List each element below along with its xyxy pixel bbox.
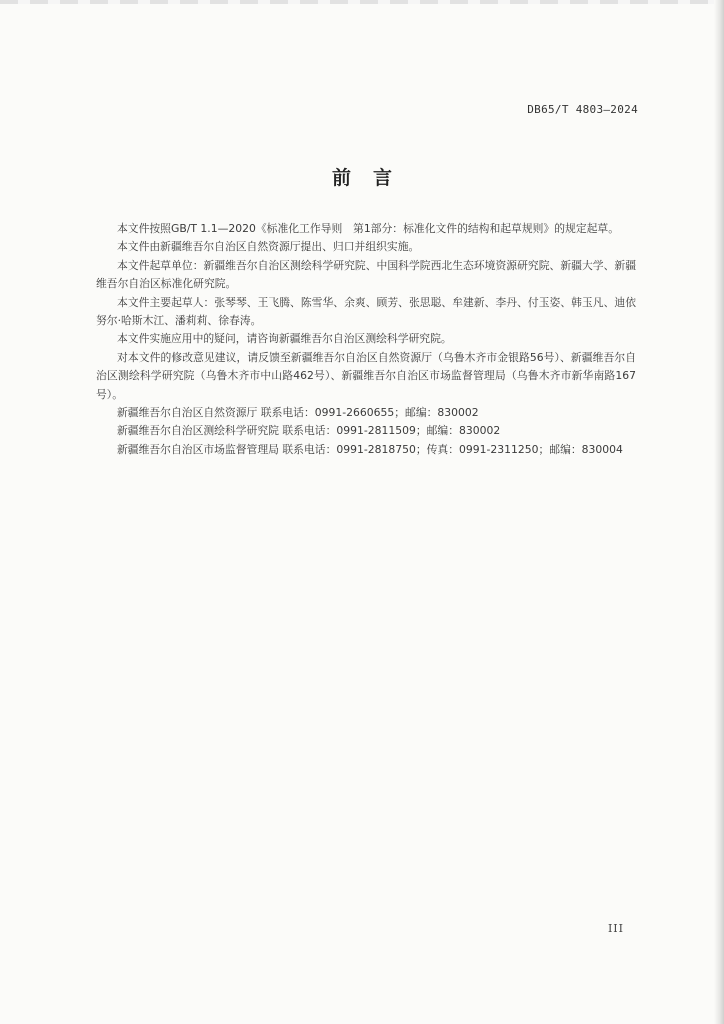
paragraph-proposer: 本文件由新疆维吾尔自治区自然资源厅提出、归口并组织实施。	[117, 240, 420, 254]
contact-market-supervision: 新疆维吾尔自治区市场监督管理局 联系电话：0991-2818750；传真：0991-2311250；邮编：830004	[117, 442, 623, 456]
paragraph-drafters: 本文件主要起草人：张琴琴、王飞腾、陈雪华、余爽、顾芳、张思聪、牟建新、李丹、付玉姿、韩玉凡、迪依努尔·哈斯木江、潘莉莉、徐春涛。	[96, 295, 636, 328]
paragraph-feedback: 对本文件的修改意见建议，请反馈至新疆维吾尔自治区自然资源厅（乌鲁木齐市金银路56号）、新疆维吾尔自治区测绘科学研究院（乌鲁木齐市中山路462号）、新疆维吾尔自治区市场监督管理局（乌鲁木齐市新华南路167号）。	[96, 350, 636, 401]
page-number: III	[607, 922, 624, 935]
scan-artifact-right-edge	[714, 0, 724, 1024]
standard-code: DB65/T 4803—2024	[527, 103, 638, 116]
paragraph-drafting-units: 本文件起草单位：新疆维吾尔自治区测绘科学研究院、中国科学院西北生态环境资源研究院、新疆大学、新疆维吾尔自治区标准化研究院。	[96, 258, 636, 291]
contact-surveying-institute: 新疆维吾尔自治区测绘科学研究院 联系电话：0991-2811509；邮编：830002	[117, 424, 501, 438]
page-title: 前言	[331, 167, 414, 189]
scan-artifact-top	[0, 0, 724, 4]
foreword-body	[96, 220, 636, 459]
contact-natural-resources: 新疆维吾尔自治区自然资源厅 联系电话：0991-2660655；邮编：830002	[117, 406, 479, 420]
paragraph-consultation: 本文件实施应用中的疑问，请咨询新疆维吾尔自治区测绘科学研究院。	[117, 332, 452, 346]
paragraph-drafting-rules: 本文件按照GB/T 1.1—2020《标准化工作导则 第1部分：标准化文件的结构和起草规则》的规定起草。	[117, 222, 620, 235]
